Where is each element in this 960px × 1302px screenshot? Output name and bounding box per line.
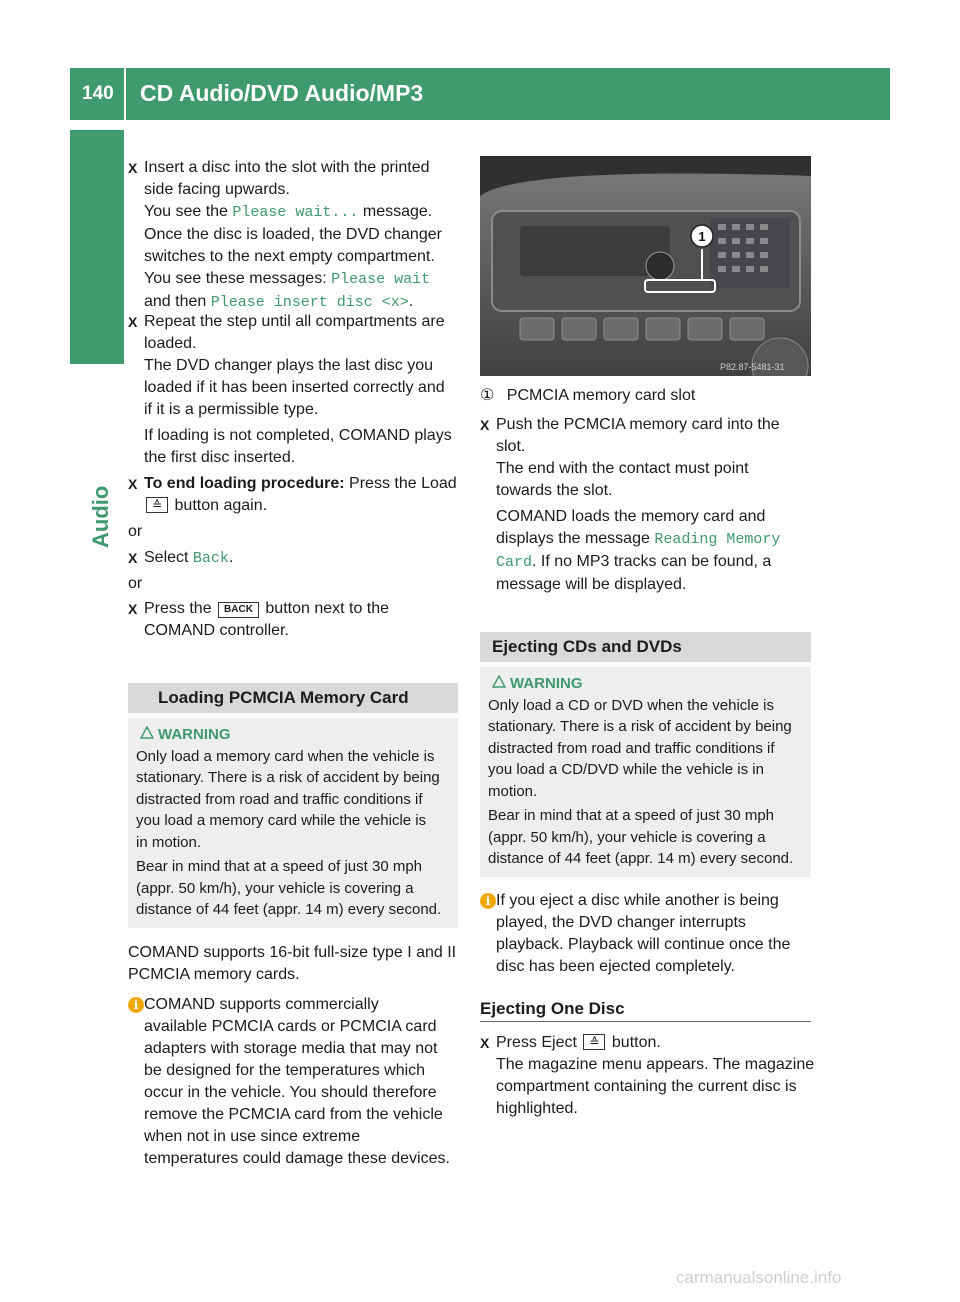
warning-line: distracted from road and traffic conditions if [136, 790, 423, 808]
text-line: loaded if it has been inserted correctly and [144, 379, 445, 396]
callout-number: 1 [698, 229, 706, 244]
warning-line: in motion. [136, 833, 202, 851]
text-line: You see these messages: Please wait [144, 270, 431, 288]
text-line: displays the message Reading Memory [496, 530, 781, 548]
warning-line: Only load a memory card when the vehicle is [136, 747, 435, 765]
text-line: disc has been ejected completely. [496, 958, 735, 975]
text-line: available PCMCIA cards or PCMCIA card [144, 1018, 437, 1035]
warning-line: distance of 44 feet (appr. 14 m) every second. [488, 850, 794, 867]
text-line: be designed for the temperatures which [144, 1062, 426, 1079]
text-line: PCMCIA memory cards. [128, 966, 300, 983]
text-line: switches to the next empty compartment. [144, 248, 435, 265]
warning-line: (appr. 50 km/h), your vehicle is covering a [488, 828, 766, 846]
paragraph [128, 942, 456, 986]
text-line: highlighted. [496, 1100, 578, 1117]
step-arrow-icon: X [128, 160, 138, 176]
watermark: carmanualsonline.info [676, 1268, 842, 1287]
text-line: remove the PCMCIA card from the vehicle [144, 1106, 443, 1123]
warning-line: you load a memory card while the vehicle is [136, 812, 427, 829]
step-press-back [128, 598, 389, 642]
text-line: message will be displayed. [496, 576, 687, 593]
text-line: slot. [496, 438, 526, 455]
info-icon: i [480, 893, 496, 909]
step-arrow-icon: X [480, 417, 490, 433]
step-insert-disc [128, 157, 442, 314]
text-line: if it is a permissible type. [144, 401, 319, 418]
menu-item-back: Back [192, 550, 229, 567]
warning-line: distracted from road and traffic conditions if [488, 739, 775, 757]
or-text: or [128, 575, 143, 592]
text-line: COMAND controller. [144, 622, 289, 639]
text-line: To end loading procedure: Press the Load [144, 475, 457, 492]
text-line: The DVD changer plays the last disc you [144, 357, 434, 374]
text-line: ≙ button again. [144, 495, 457, 517]
text-line: compartment containing the current disc is [496, 1078, 797, 1095]
display-message: Please wait... [232, 204, 359, 221]
text-line: You see the Please wait... message. [144, 203, 433, 221]
warning-triangle-icon [492, 673, 510, 695]
warning-line: Bear in mind that at a speed of just 30 mph [488, 807, 775, 824]
section-heading: Ejecting CDs and DVDs [480, 632, 811, 662]
display-message: Please insert disc <x> [210, 294, 409, 311]
step-select-back: X Select Back. [128, 549, 234, 567]
step-arrow-icon: X [128, 314, 138, 330]
warning-line: stationary. There is a risk of accident by being [488, 718, 792, 735]
text-line: played, the DVD changer interrupts [496, 914, 746, 931]
display-message: Please wait [331, 271, 431, 288]
warning-line: Bear in mind that at a speed of just 30 mph [136, 858, 423, 875]
warning-box [128, 718, 458, 928]
warning-line: you load a CD/DVD while the vehicle is in [488, 761, 764, 778]
text-line: Repeat the step until all compartments are [144, 313, 445, 330]
photo-code: P82.87-5481-31 [720, 362, 785, 372]
text-line: Press Eject ≙ button. [496, 1034, 661, 1051]
section-heading: Loading PCMCIA Memory Card [128, 683, 458, 713]
text-line: The magazine menu appears. The magazine [496, 1056, 815, 1073]
text-line: The end with the contact must point [496, 460, 749, 477]
warning-triangle-icon [140, 724, 158, 746]
display-message: Card [496, 554, 533, 571]
warning-line: motion. [488, 782, 538, 800]
text-line: playback. Playback will continue once the [496, 936, 791, 953]
warning-header: WARNING [488, 673, 803, 695]
text-line: If loading is not completed, COMAND plays [144, 427, 452, 444]
sidebar-label: Audio [88, 485, 113, 548]
callout-number: ① [480, 387, 495, 404]
text-line: temperatures could damage these devices. [144, 1150, 450, 1167]
step-arrow-icon: X [128, 476, 138, 492]
text-line: Once the disc is loaded, the DVD changer [144, 226, 442, 243]
warning-line: stationary. There is a risk of accident by being [136, 769, 440, 786]
warning-header: WARNING [136, 724, 450, 746]
warning-box [480, 667, 811, 877]
or-text: or [128, 523, 143, 540]
step-arrow-icon: X [128, 601, 138, 617]
sidebar-tab [70, 130, 124, 364]
text-line: towards the slot. [496, 482, 613, 499]
info-icon: i [128, 997, 144, 1013]
text-line: Card. If no MP3 tracks can be found, a [496, 553, 772, 571]
step-press-eject [480, 1032, 814, 1120]
subheading-rule [480, 1021, 811, 1022]
step-repeat [128, 311, 452, 469]
step-arrow-icon: X [480, 1035, 490, 1051]
text-line: adapters with storage media that may not [144, 1040, 438, 1057]
text-line: occur in the vehicle. You should therefore [144, 1084, 437, 1101]
subheading: Ejecting One Disc [480, 999, 625, 1018]
step-arrow-icon: X [128, 550, 138, 566]
step-push-card [480, 414, 780, 596]
eject-key-icon: ≙ [583, 1034, 605, 1050]
page-number: 140 [82, 83, 114, 104]
header-separator [124, 68, 126, 120]
text-line: loaded. [144, 335, 197, 352]
warning-line: Only load a CD or DVD when the vehicle is [488, 696, 774, 714]
comand-unit-photo [480, 156, 811, 376]
text-line: If you eject a disc while another is being [496, 892, 779, 909]
text-line: the first disc inserted. [144, 449, 296, 466]
text-line: Insert a disc into the slot with the printed [144, 159, 430, 176]
text-line: Push the PCMCIA memory card into the [496, 416, 780, 433]
warning-line: (appr. 50 km/h), your vehicle is covering a [136, 879, 414, 897]
back-key-icon: BACK [218, 602, 259, 618]
chapter-title: CD Audio/DVD Audio/MP3 [140, 80, 424, 106]
load-key-icon: ≙ [146, 497, 168, 513]
text-line: when not in use since extreme [144, 1128, 361, 1145]
text-line: COMAND loads the memory card and [496, 508, 766, 525]
warning-line: distance of 44 feet (appr. 14 m) every second. [136, 901, 442, 918]
info-note [480, 890, 790, 978]
text-line: COMAND supports commercially [144, 996, 379, 1013]
text-line: COMAND supports 16-bit full-size type I and II [128, 944, 457, 961]
display-message: Reading Memory [654, 531, 781, 548]
text-line: and then Please insert disc <x>. [144, 293, 414, 311]
text-line: side facing upwards. [144, 181, 290, 198]
info-note [128, 994, 450, 1170]
photo-caption: ① PCMCIA memory card slot [480, 387, 696, 404]
text-line: Press the BACK button next to the [144, 600, 390, 617]
step-end-loading [128, 473, 457, 517]
